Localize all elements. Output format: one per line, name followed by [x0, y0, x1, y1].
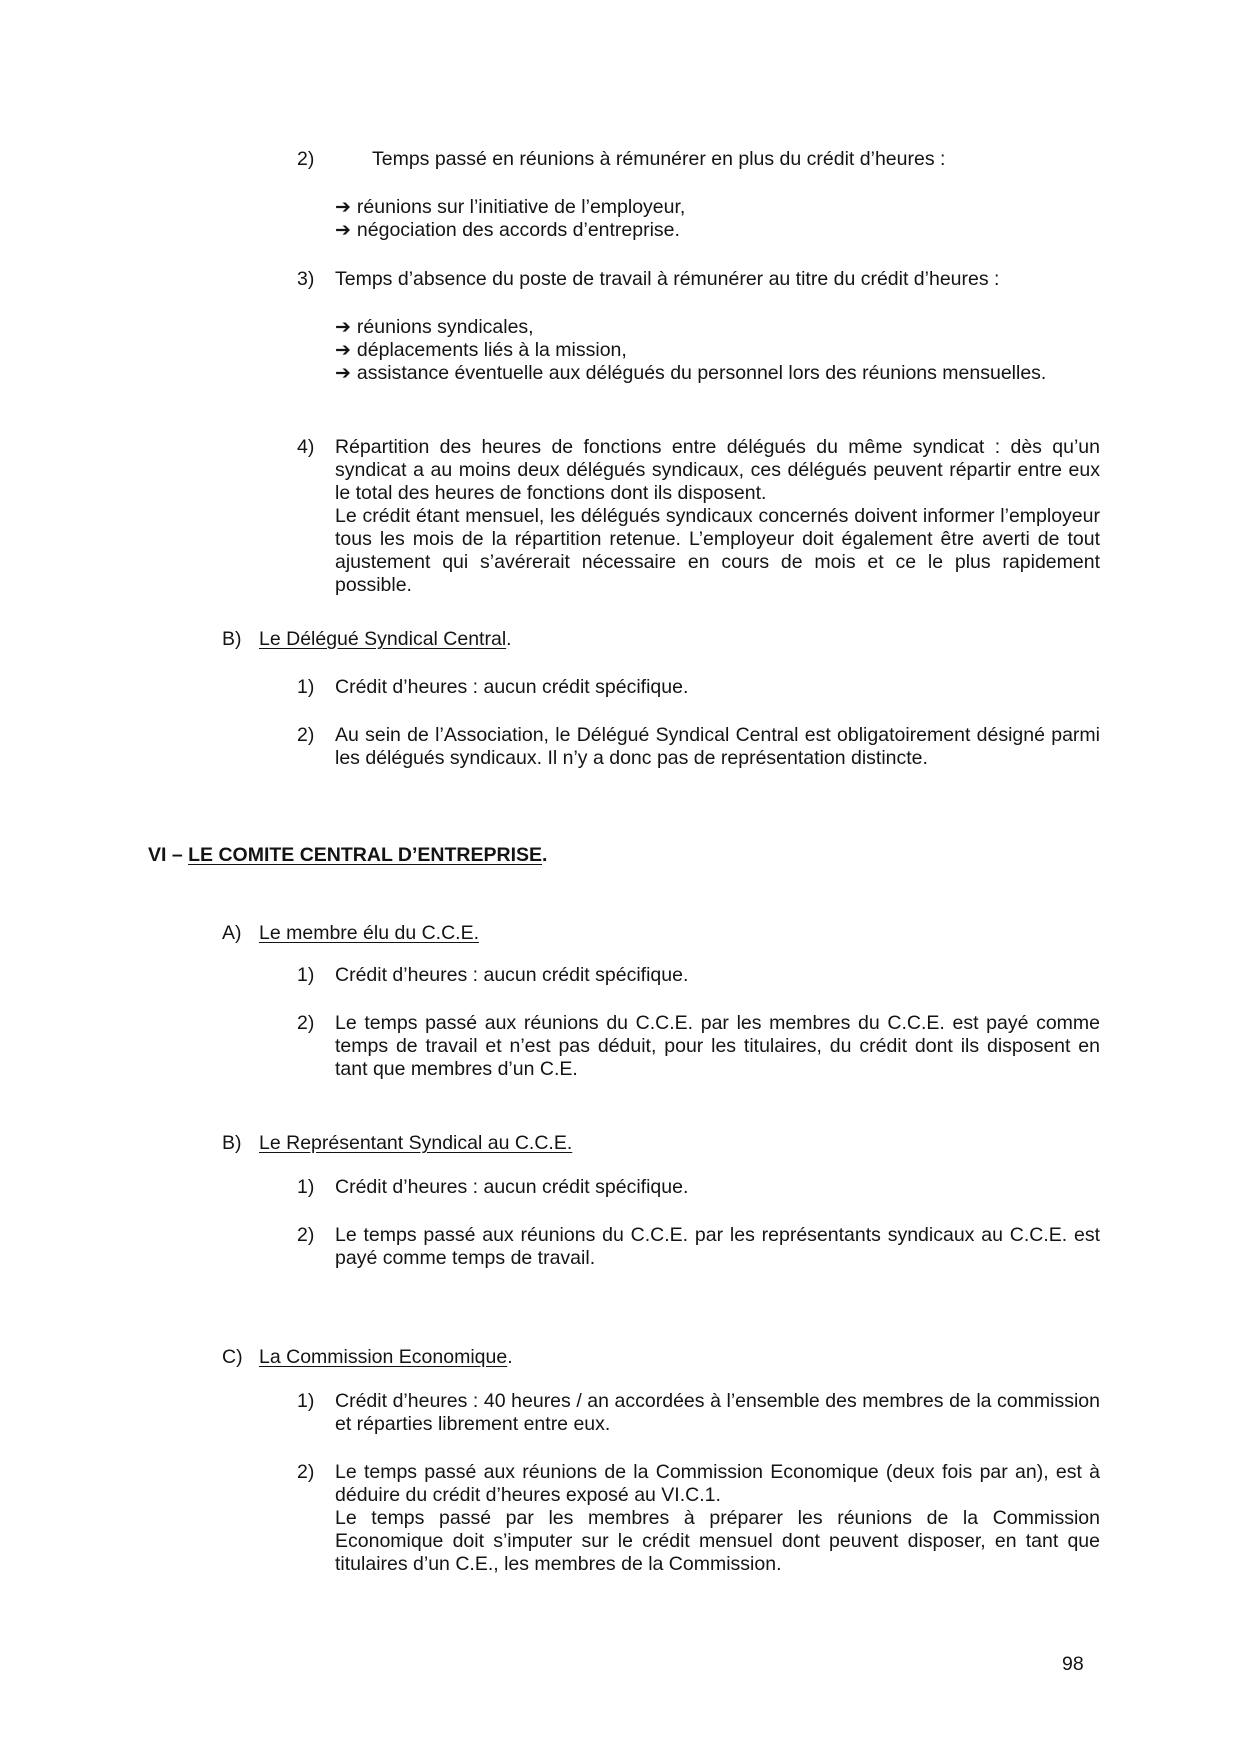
item-number: 1) — [297, 1176, 315, 1198]
item-text: Temps d’absence du poste de travail à rémunérer au titre du crédit d’heures : — [335, 268, 1000, 290]
item-text: Crédit d’heures : aucun crédit spécifique. — [335, 964, 689, 986]
bullet-list — [335, 316, 1100, 385]
item-number: 2) — [297, 1224, 315, 1246]
item-text: Répartition des heures de fonctions entre délégués du même syndicat : dès qu’un syndicat a au moins deux délégués syndicaux, ces délégués peuvent répartir entre eux le total des heures de fonctions dont ils disposent. Le crédit étant mensuel, les délégués syndicaux concernés doivent informer l’employeur tous les mois de la répartition retenue. L’employeur doit également être averti de tout ajustement qui s’avérerait nécessaire en cours de mois et ce le plus rapidement possible. — [335, 436, 1100, 596]
arrow-right-icon: ➔ — [335, 339, 351, 361]
section-letter: B) — [222, 628, 242, 650]
subsection-title: Le membre élu du C.C.E. — [259, 922, 480, 944]
section-letter: C) — [222, 1346, 243, 1368]
bullet-item: ➔ assistance éventuelle aux délégués du personnel lors des réunions mensuelles. — [335, 362, 1047, 384]
item-number: 2) — [297, 1012, 315, 1034]
item-number: 2) — [297, 724, 315, 746]
bullet-item: ➔ négociation des accords d’entreprise. — [335, 219, 680, 241]
page-number: 98 — [1062, 1653, 1084, 1675]
item-text: Le temps passé aux réunions du C.C.E. par les représentants syndicaux au C.C.E. est payé comme temps de travail. — [335, 1224, 1100, 1269]
item-number: 2) — [297, 148, 315, 170]
arrow-right-icon: ➔ — [335, 316, 351, 338]
section-letter: A) — [222, 922, 242, 944]
bullet-item: ➔ déplacements liés à la mission, — [335, 339, 627, 361]
item-text: Temps passé en réunions à rémunérer en plus du crédit d’heures : — [372, 148, 946, 170]
item-number: 3) — [297, 268, 315, 290]
section-letter: B) — [222, 1132, 242, 1154]
arrow-right-icon: ➔ — [335, 362, 351, 384]
item-text: Au sein de l’Association, le Délégué Syndical Central est obligatoirement désigné parmi les délégués syndicaux. Il n’y a donc pas de représentation distincte. — [335, 724, 1100, 769]
arrow-right-icon: ➔ — [335, 196, 351, 218]
item-text: Crédit d’heures : 40 heures / an accordées à l’ensemble des membres de la commission et réparties librement entre eux. — [335, 1390, 1100, 1435]
bullet-item: ➔ réunions sur l’initiative de l’employeur, — [335, 196, 686, 218]
item-text: Le temps passé aux réunions de la Commission Economique (deux fois par an), est à déduire du crédit d’heures exposé au VI.C.1. Le temps passé par les membres à préparer les réunions de la Commission Economique doit s’imputer sur le crédit mensuel dont peuvent disposer, en tant que titulaires d’un C.E., les membres de la Commission. — [335, 1461, 1100, 1575]
subsection-title: La Commission Economique. — [259, 1346, 513, 1368]
subsection-title: Le Représentant Syndical au C.C.E. — [259, 1132, 573, 1154]
bullet-list — [335, 196, 1095, 242]
item-number: 1) — [297, 676, 315, 698]
item-text: Crédit d’heures : aucun crédit spécifique. — [335, 1176, 689, 1198]
bullet-item: ➔ réunions syndicales, — [335, 316, 534, 338]
item-number: 2) — [297, 1461, 315, 1483]
item-text: Crédit d’heures : aucun crédit spécifique. — [335, 676, 689, 698]
item-number: 4) — [297, 436, 315, 458]
arrow-right-icon: ➔ — [335, 219, 351, 241]
item-text: Le temps passé aux réunions du C.C.E. par les membres du C.C.E. est payé comme temps de travail et n’est pas déduit, pour les titulaires, du crédit dont ils disposent en tant que membres d’un C.E. — [335, 1012, 1100, 1080]
item-number: 1) — [297, 1390, 315, 1412]
section-heading: VI – LE COMITE CENTRAL D’ENTREPRISE. — [148, 844, 548, 866]
subsection-title: Le Délégué Syndical Central. — [259, 628, 512, 650]
item-number: 1) — [297, 964, 315, 986]
